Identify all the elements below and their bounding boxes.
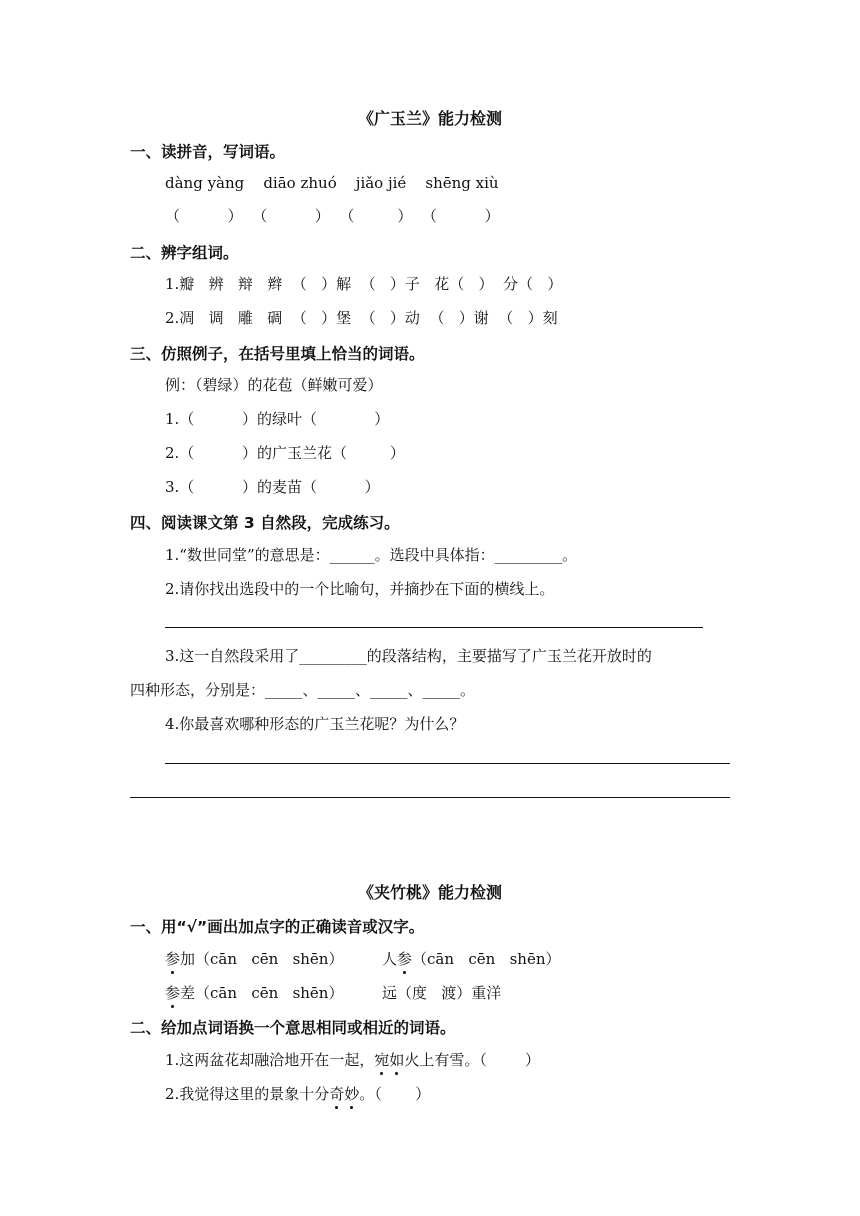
q3-item-1: 1.（ ）的绿叶（ ） bbox=[165, 410, 390, 428]
q4-heading: 四、阅读课文第 3 自然段，完成练习。 bbox=[130, 514, 400, 532]
s2-q1-heading: 一、用“√”画出加点字的正确读音或汉字。 bbox=[130, 918, 425, 936]
q3-heading: 三、仿照例子，在括号里填上恰当的词语。 bbox=[130, 345, 425, 363]
pinyin-choice-c: 参差（cān cēn shēn） bbox=[165, 984, 344, 1002]
q4-item-2: 2.请你找出选段中的一个比喻句，并摘抄在下面的横线上。 bbox=[165, 580, 555, 598]
q3-item-3: 3.（ ）的麦苗（ ） bbox=[165, 478, 380, 496]
dotted-char: 奇 bbox=[329, 1085, 345, 1103]
q3-example: 例：（碧绿）的花苞（鲜嫩可爱） bbox=[165, 376, 383, 394]
char-group-line-1: 1.瓣 辨 辩 辫 （ ）解 （ ）子 花（ ） 分（ ） bbox=[165, 275, 563, 293]
answer-line bbox=[130, 797, 730, 798]
char-group-line-2: 2.凋 调 雕 碉 （ ）堡 （ ）动 （ ）谢 （ ）刻 bbox=[165, 309, 558, 327]
answer-line bbox=[165, 627, 703, 628]
worksheet-title-jiazhutao: 《夹竹桃》能力检测 bbox=[357, 883, 502, 902]
dotted-char: 参 bbox=[165, 950, 181, 968]
worksheet-title-guangyulan: 《广玉兰》能力检测 bbox=[357, 109, 502, 128]
answer-blanks-row: （ ） （ ） （ ） （ ） bbox=[165, 207, 500, 225]
dotted-char: 参 bbox=[397, 950, 413, 968]
dotted-char: 参 bbox=[165, 984, 181, 1002]
q4-item-3-line-a: 3.这一自然段采用了_________的段落结构，主要描写了广玉兰花开放时的 bbox=[165, 647, 652, 665]
dotted-char: 如 bbox=[389, 1051, 405, 1069]
dotted-char: 宛 bbox=[374, 1051, 390, 1069]
s2-q2-item-2: 2.我觉得这里的景象十分奇妙。（ ） bbox=[165, 1085, 431, 1103]
q4-item-4: 4.你最喜欢哪种形态的广玉兰花呢？为什么？ bbox=[165, 715, 465, 733]
q3-item-2: 2.（ ）的广玉兰花（ ） bbox=[165, 444, 405, 462]
s2-q2-item-1: 1.这两盆花却融洽地开在一起，宛如火上有雪。（ ） bbox=[165, 1051, 541, 1069]
q2-heading: 二、辨字组词。 bbox=[130, 244, 239, 262]
char-choice-d: 远（度 渡）重洋 bbox=[382, 984, 502, 1002]
s2-q2-heading: 二、给加点词语换一个意思相同或相近的词语。 bbox=[130, 1019, 456, 1037]
q1-heading: 一、读拼音，写词语。 bbox=[130, 143, 286, 161]
answer-line bbox=[165, 763, 730, 764]
q4-item-3-line-b: 四种形态，分别是：_____、_____、_____、_____。 bbox=[130, 681, 476, 699]
pinyin-row: dàng yàng diāo zhuó jiǎo jié shēng xiù bbox=[165, 174, 499, 192]
dotted-char: 妙 bbox=[344, 1085, 360, 1103]
pinyin-choice-b: 人参（cān cēn shēn） bbox=[382, 950, 561, 968]
q4-item-1: 1.“数世同堂”的意思是：______。选段中具体指：_________。 bbox=[165, 546, 578, 564]
pinyin-choice-a: 参加（cān cēn shēn） bbox=[165, 950, 344, 968]
